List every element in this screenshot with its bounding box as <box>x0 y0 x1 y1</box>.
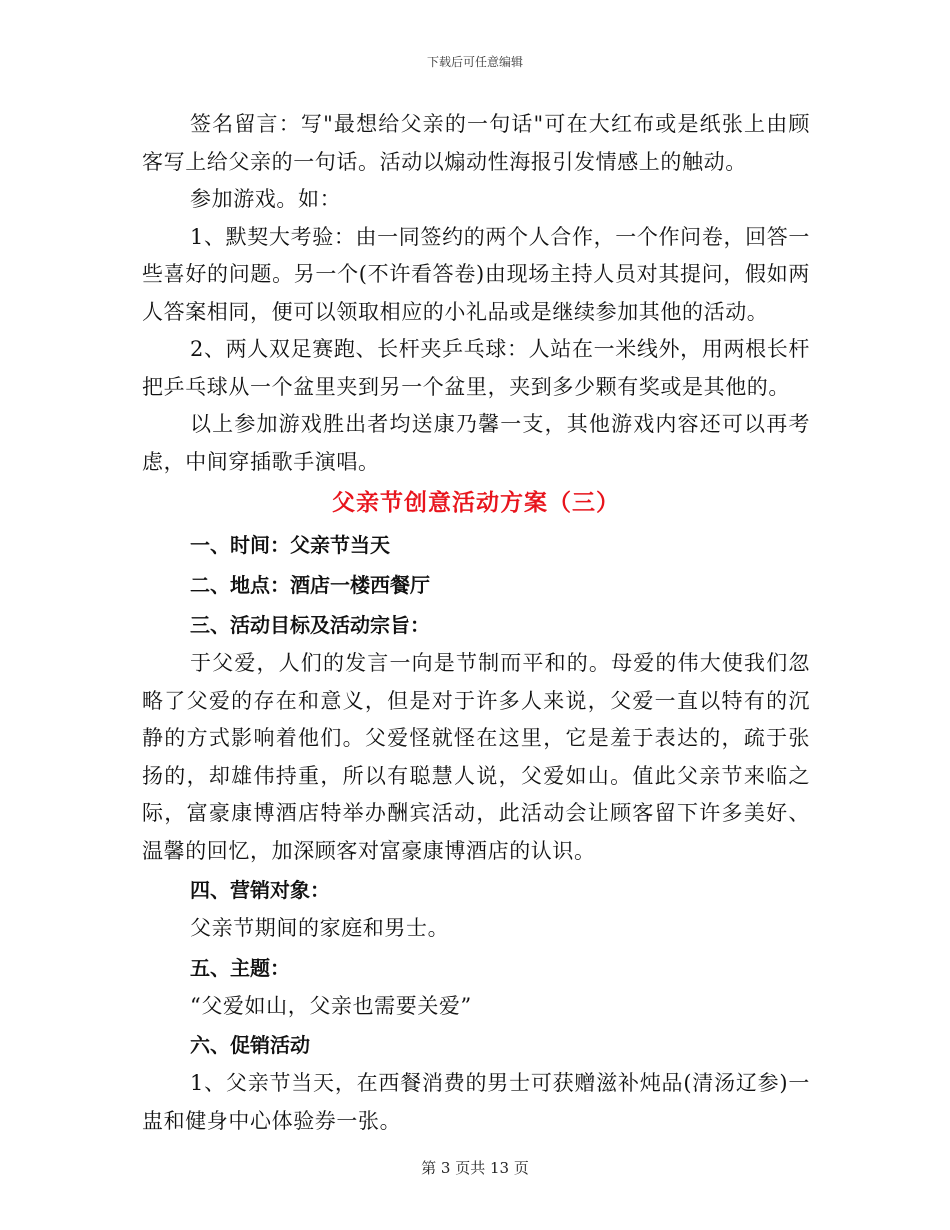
paragraph-game-1: 1、默契大考验：由一同签约的两个人合作，一个作问卷，回答一些喜好的问题。另一个(不许看答卷)由现场主持人员对其提问，假如两人答案相同，便可以领取相应的小礼品或是继续参加其他的活动。 <box>142 224 810 324</box>
paragraph-target: 父亲节期间的家庭和男士。 <box>190 916 450 940</box>
paragraph-games-intro: 参加游戏。如： <box>190 187 342 211</box>
heading-goal: 三、活动目标及活动宗旨： <box>190 613 430 637</box>
section-title: 父亲节创意活动方案（三） <box>332 489 620 516</box>
heading-place: 二、地点：酒店一楼西餐厅 <box>190 573 430 597</box>
paragraph-signature: 签名留言：写"最想给父亲的一句话"可在大红布或是纸张上由顾客写上给父亲的一句话。活动以煽动性海报引发情感上的触动。 <box>142 112 810 174</box>
document-body <box>142 106 810 1140</box>
heading-promo: 六、促销活动 <box>190 1033 310 1057</box>
heading-time: 一、时间：父亲节当天 <box>190 533 390 557</box>
page-footer: 第 3 页共 13 页 <box>421 1159 529 1177</box>
page-header: 下载后可任意编辑 <box>426 55 523 69</box>
paragraph-game-prizes: 以上参加游戏胜出者均送康乃馨一支，其他游戏内容还可以再考虑，中间穿插歌手演唱。 <box>142 412 810 474</box>
heading-target: 四、营销对象： <box>190 878 330 902</box>
heading-theme: 五、主题： <box>190 955 290 980</box>
paragraph-game-2: 2、两人双足赛跑、长杆夹乒乓球：人站在一米线外，用两根长杆把乒乓球从一个盆里夹到另一个盆里，夹到多少颗有奖或是其他的。 <box>142 337 810 399</box>
paragraph-theme: “父爱如山，父亲也需要关爱” <box>190 993 472 1018</box>
paragraph-goal: 于父爱，人们的发言一向是节制而平和的。母爱的伟大使我们忽略了父爱的存在和意义，但是对于许多人来说，父爱一直以特有的沉静的方式影响着他们。父爱怪就怪在这里，它是羞于表达的，疏于张扬的，却雄伟持重，所以有聪慧人说，父爱如山。值此父亲节来临之际，富豪康博酒店特举办酬宾活动，此活动会让顾客留下许多美好、温馨的回忆，加深顾客对富豪康博酒店的认识。 <box>142 651 810 863</box>
paragraph-promo-1: 1、父亲节当天，在西餐消费的男士可获赠滋补炖品(清汤辽参)一盅和健身中心体验券一张。 <box>142 1071 810 1133</box>
